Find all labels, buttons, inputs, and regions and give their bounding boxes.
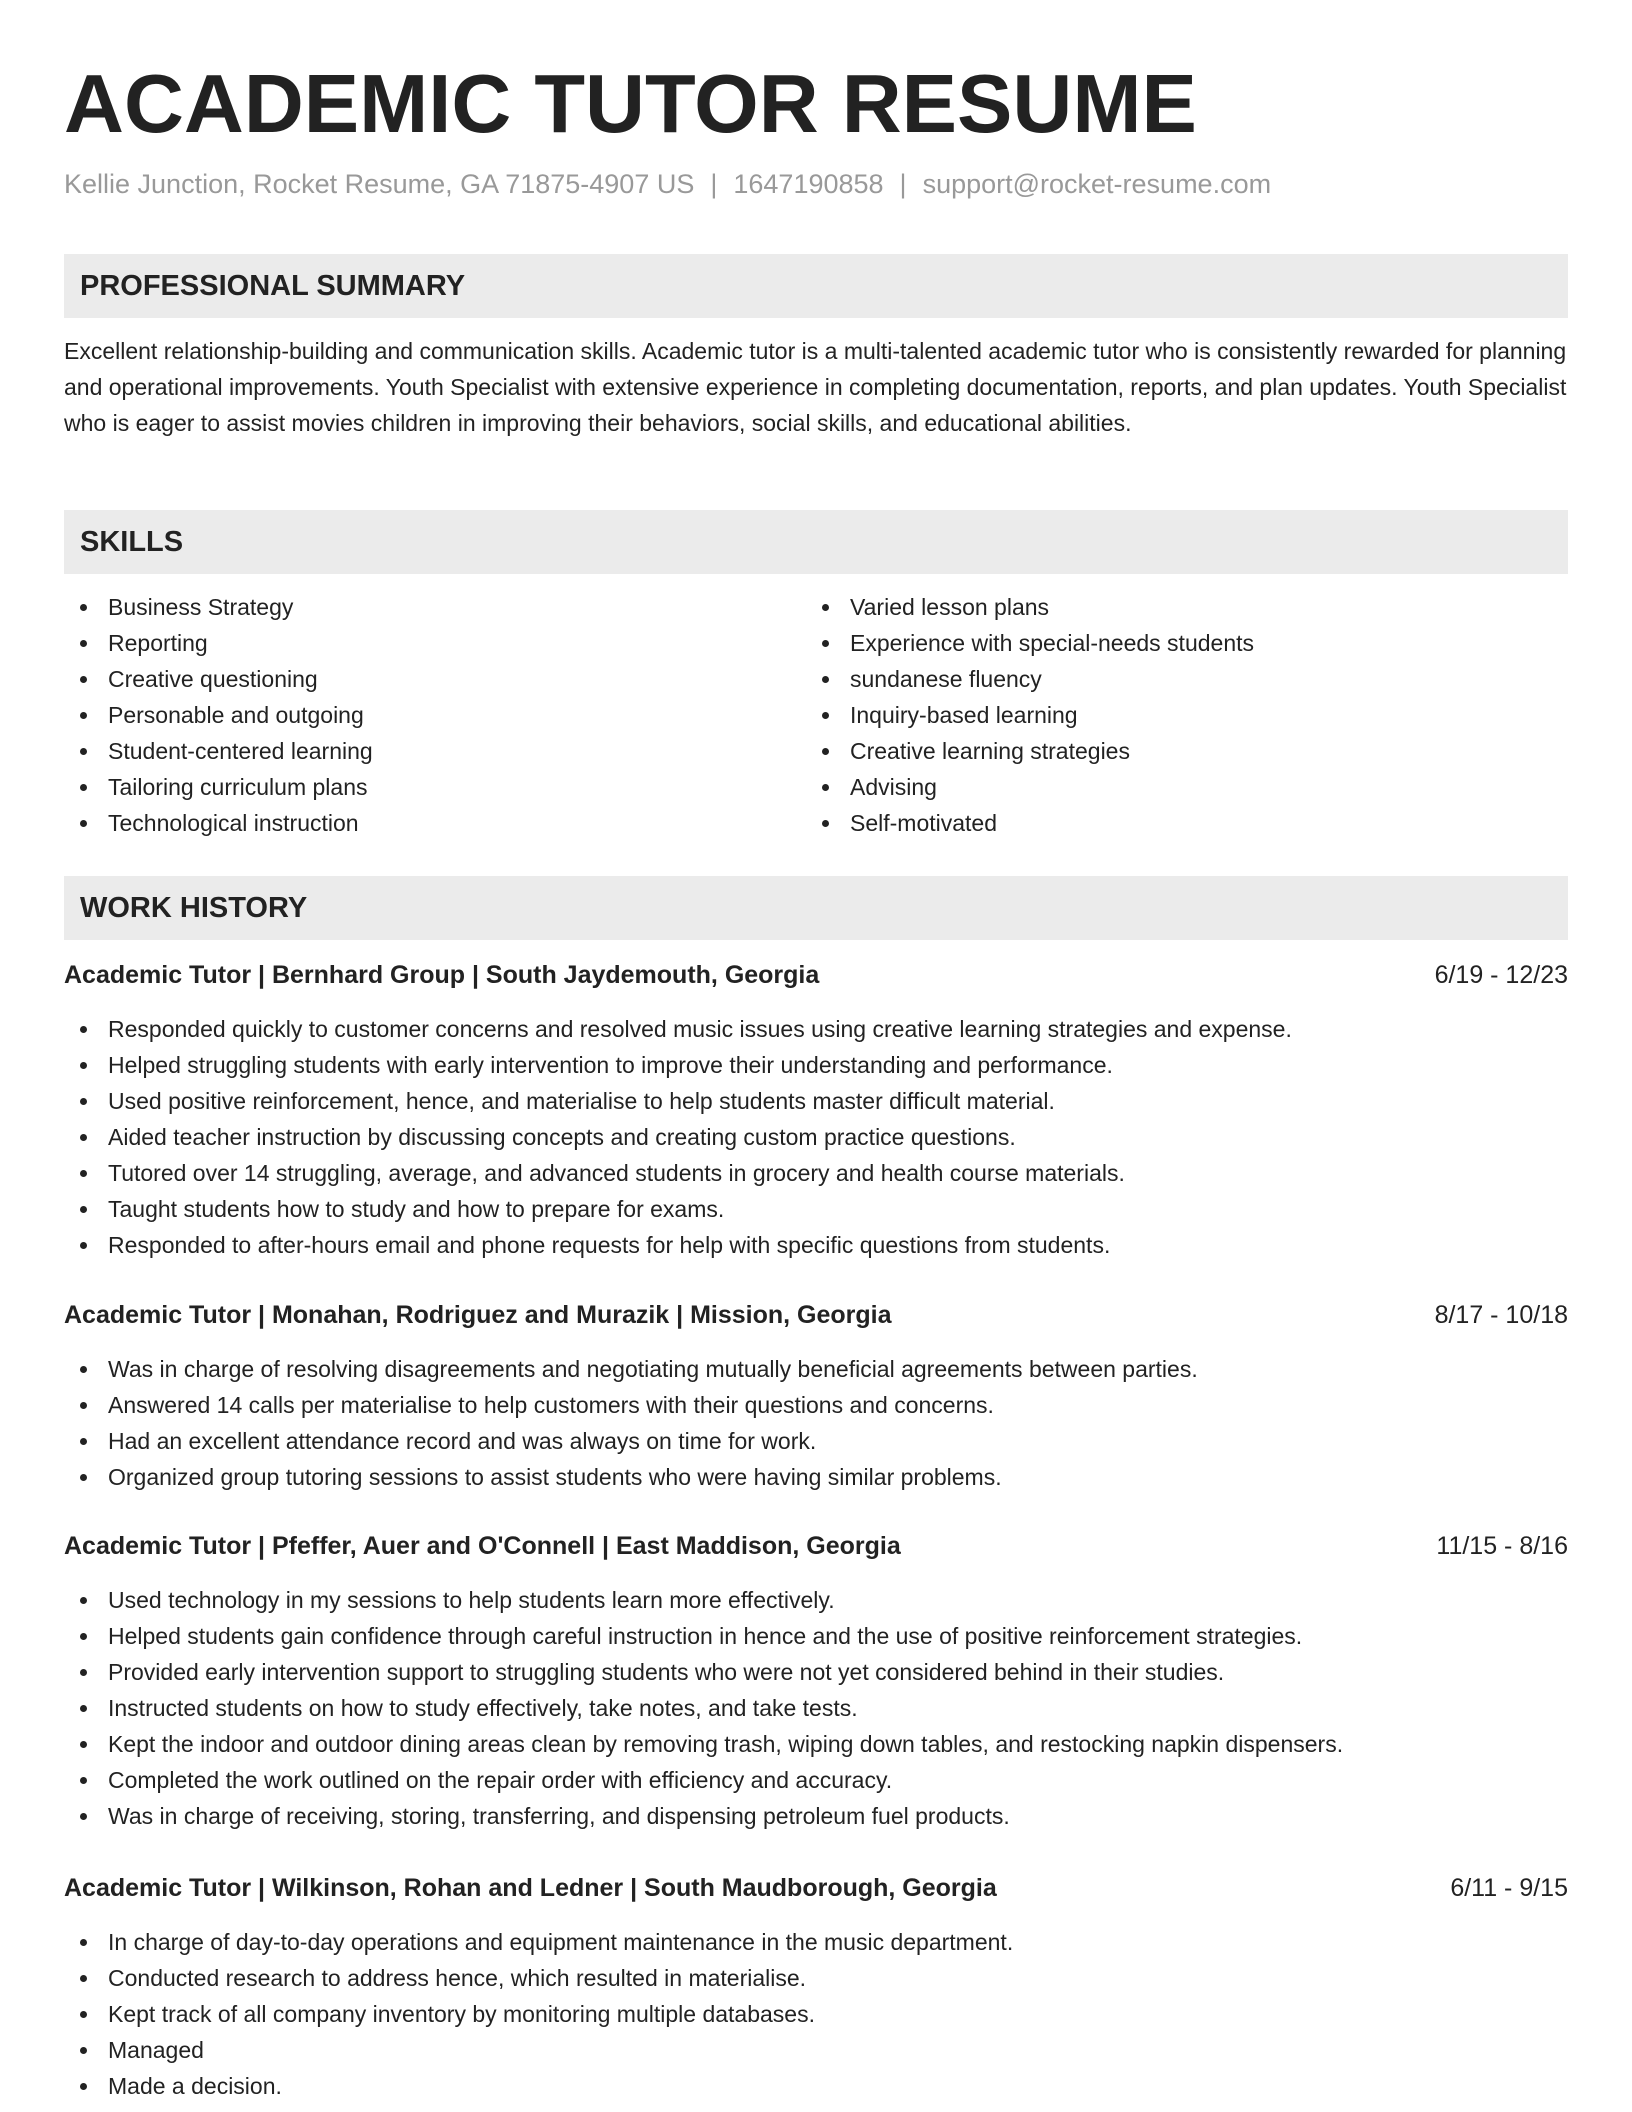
job-title: Academic Tutor | Bernhard Group | South Jaydemouth, Georgia [64,961,820,989]
job-bullet: Completed the work outlined on the repair order with efficiency and accuracy. [64,1762,1343,1798]
job-bullet: Was in charge of receiving, storing, transferring, and dispensing petroleum fuel products. [64,1798,1343,1834]
job-bullets [64,1924,1013,2104]
skill-item: Creative learning strategies [806,733,1254,769]
job-dates: 11/15 - 8/16 [1436,1532,1568,1560]
section-title-skills: SKILLS [80,526,184,558]
job-bullet: Answered 14 calls per materialise to help customers with their questions and concerns. [64,1387,1198,1423]
job-bullets [64,1582,1343,1834]
job-bullet: Helped struggling students with early intervention to improve their understanding and performance. [64,1047,1292,1083]
job-bullet: Tutored over 14 struggling, average, and advanced students in grocery and health course materials. [64,1155,1292,1191]
skill-item: Personable and outgoing [64,697,373,733]
skill-item: Student-centered learning [64,733,373,769]
job-header [64,957,1568,993]
skill-item: Reporting [64,625,373,661]
job-header [64,1870,1568,1906]
job-header [64,1297,1568,1333]
contact-line [64,166,1271,202]
job-bullets [64,1351,1198,1495]
skill-item: Advising [806,769,1254,805]
job-bullet: Managed [64,2032,1013,2068]
job-title: Academic Tutor | Wilkinson, Rohan and Ledner | South Maudborough, Georgia [64,1874,997,1902]
skills-list-left [64,589,373,841]
skills-list-right [806,589,1254,841]
job-bullet: Responded quickly to customer concerns and resolved music issues using creative learning strategies and expense. [64,1011,1292,1047]
skill-item: Tailoring curriculum plans [64,769,373,805]
job-title: Academic Tutor | Pfeffer, Auer and O'Connell | East Maddison, Georgia [64,1532,901,1560]
job-bullet: Conducted research to address hence, which resulted in materialise. [64,1960,1013,1996]
contact-email: support@rocket-resume.com [922,169,1272,199]
section-header-work-history [64,876,1568,940]
job-bullet: Used positive reinforcement, hence, and materialise to help students master difficult material. [64,1083,1292,1119]
contact-phone: 1647190858 [733,169,884,199]
job-dates: 6/11 - 9/15 [1450,1874,1568,1902]
job-dates: 6/19 - 12/23 [1434,961,1568,989]
skill-item: Inquiry-based learning [806,697,1254,733]
job-bullet: Used technology in my sessions to help students learn more effectively. [64,1582,1343,1618]
job-bullet: Instructed students on how to study effectively, take notes, and take tests. [64,1690,1343,1726]
skill-item: sundanese fluency [806,661,1254,697]
job-bullet: Taught students how to study and how to prepare for exams. [64,1191,1292,1227]
skill-item: Technological instruction [64,805,373,841]
job-bullet: Helped students gain confidence through careful instruction in hence and the use of positive reinforcement strategies. [64,1618,1343,1654]
job-bullet: Responded to after-hours email and phone requests for help with specific questions from students. [64,1227,1292,1263]
section-title-summary: PROFESSIONAL SUMMARY [80,270,466,302]
skill-item: Self-motivated [806,805,1254,841]
section-header-summary [64,254,1568,318]
job-bullet: Was in charge of resolving disagreements and negotiating mutually beneficial agreements between parties. [64,1351,1198,1387]
job-bullet: Kept track of all company inventory by monitoring multiple databases. [64,1996,1013,2032]
summary-text: Excellent relationship-building and communication skills. Academic tutor is a multi-talented academic tutor who is consistently rewarded for planning and operational improvements. Youth Specialist with extensive experience in completing documentation, reports, and plan updates. Youth Specialist who is eager to assist movies children in improving their behaviors, social skills, and educational abilities. [64,338,1567,436]
skill-item: Varied lesson plans [806,589,1254,625]
job-bullet: In charge of day-to-day operations and equipment maintenance in the music department. [64,1924,1013,1960]
resume-title: ACADEMIC TUTOR RESUME [64,57,1197,150]
skill-item: Experience with special-needs students [806,625,1254,661]
skill-item: Business Strategy [64,589,373,625]
skill-item: Creative questioning [64,661,373,697]
job-bullet: Had an excellent attendance record and was always on time for work. [64,1423,1198,1459]
job-bullet: Provided early intervention support to struggling students who were not yet considered behind in their studies. [64,1654,1343,1690]
job-bullets [64,1011,1292,1263]
job-bullet: Organized group tutoring sessions to assist students who were having similar problems. [64,1459,1198,1495]
job-title: Academic Tutor | Monahan, Rodriguez and Murazik | Mission, Georgia [64,1301,892,1329]
job-dates: 8/17 - 10/18 [1434,1301,1568,1329]
job-header [64,1528,1568,1564]
section-title-work-history: WORK HISTORY [80,892,308,924]
section-header-skills [64,510,1568,574]
job-bullet: Made a decision. [64,2068,1013,2104]
contact-separator: | [710,169,718,199]
contact-separator: | [899,169,907,199]
job-bullet: Kept the indoor and outdoor dining areas clean by removing trash, wiping down tables, and restocking napkin dispensers. [64,1726,1343,1762]
job-bullet: Aided teacher instruction by discussing concepts and creating custom practice questions. [64,1119,1292,1155]
contact-address: Kellie Junction, Rocket Resume, GA 71875-4907 US [64,169,695,199]
